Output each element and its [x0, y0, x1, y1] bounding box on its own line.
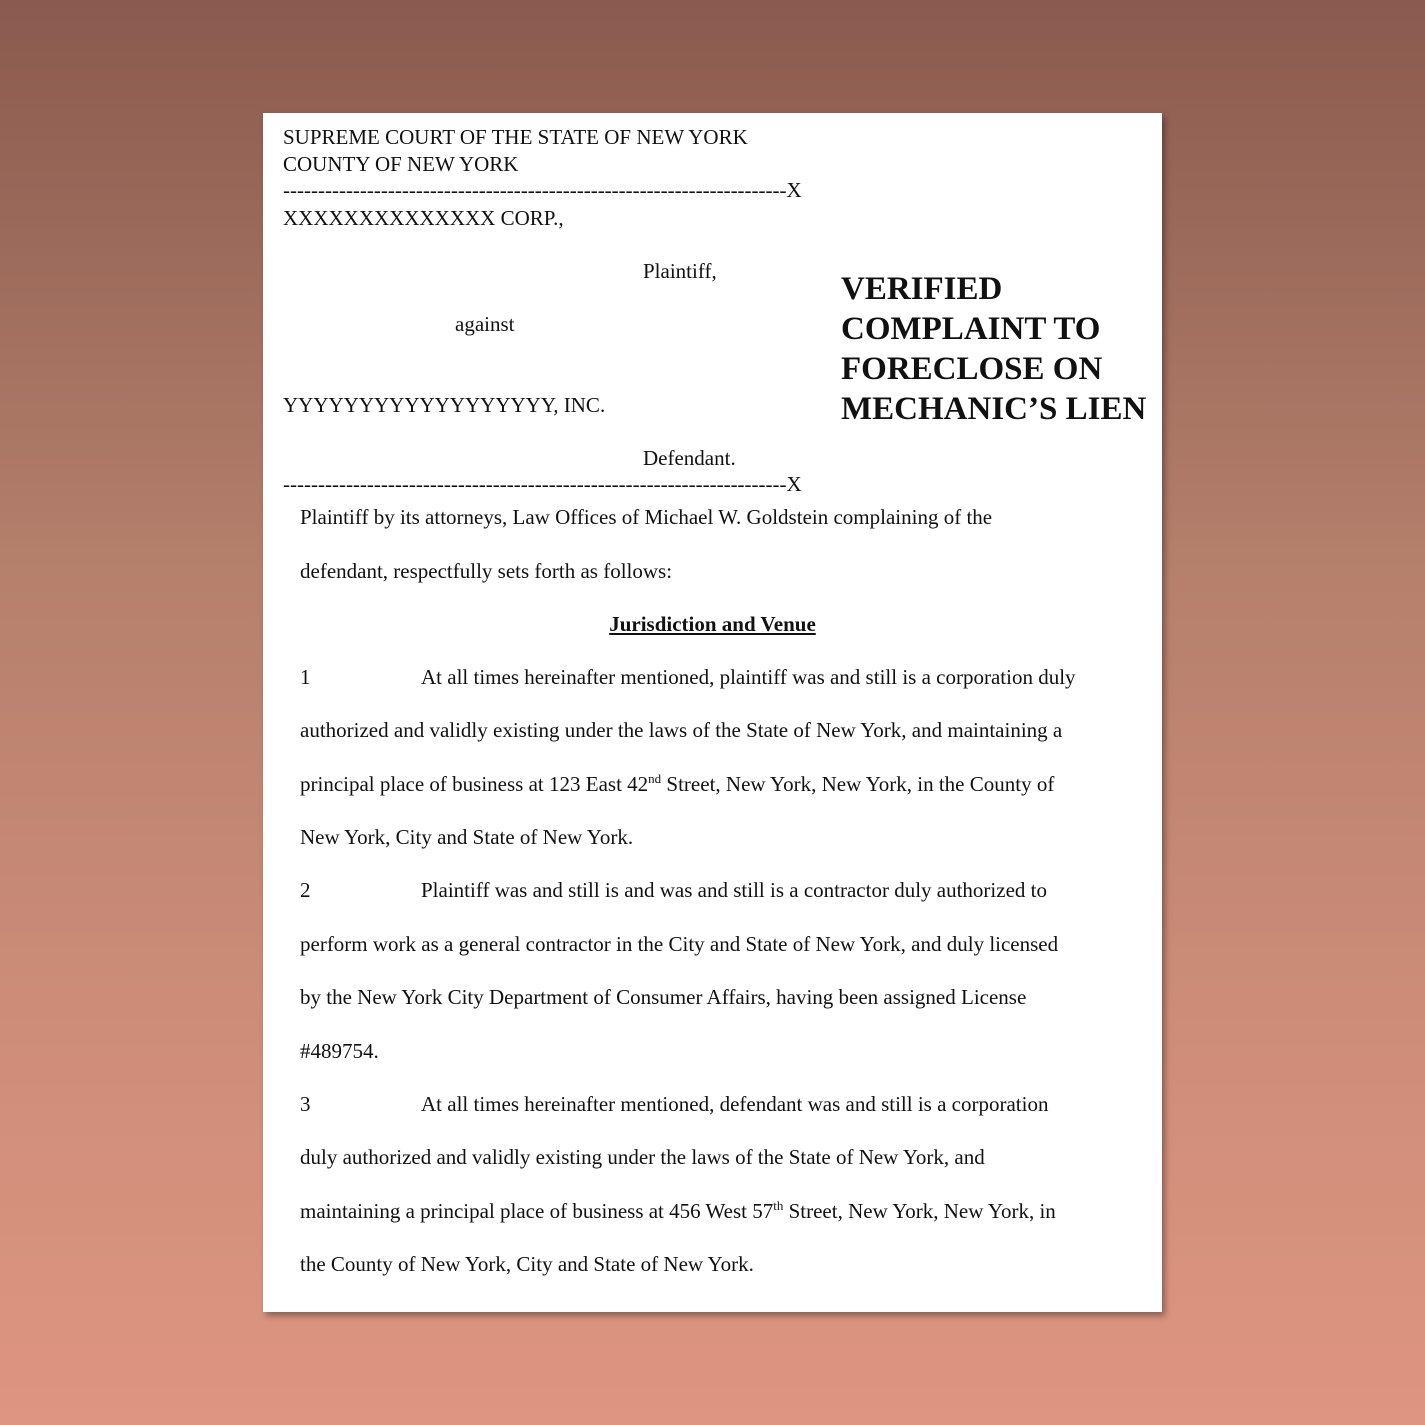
paragraph-3-line-3: maintaining a principal place of business at 456 West 57th Street, New York, New York, in: [300, 1198, 1056, 1223]
paragraph-1-line-4: New York, City and State of New York.: [300, 825, 634, 849]
paragraph-1-line-3: principal place of business at 123 East 42nd Street, New York, New York, in the County of: [300, 771, 1055, 796]
paragraph-number: 3: [300, 1092, 311, 1116]
paragraph-number: 2: [300, 878, 311, 902]
paragraph-2-line-2: perform work as a general contractor in the City and State of New York, and duly licensed: [300, 932, 1059, 956]
plaintiff-name: XXXXXXXXXXXXXX CORP.,: [283, 206, 564, 230]
document-title: VERIFIED COMPLAINT TO FORECLOSE ON MECHANIC’S LIEN: [841, 271, 1147, 427]
paragraph-3-line-4: the County of New York, City and State of New York.: [300, 1252, 754, 1276]
document-page: [263, 113, 1162, 1312]
intro-line-2: defendant, respectfully sets forth as follows:: [300, 559, 673, 583]
paragraph-2-line-1: Plaintiff was and still is and was and still is a contractor duly authorized to: [421, 878, 1047, 902]
paragraph-3-line-1: At all times hereinafter mentioned, defendant was and still is a corporation: [421, 1092, 1049, 1116]
intro-line-1: Plaintiff by its attorneys, Law Offices of Michael W. Goldstein complaining of the: [300, 505, 993, 529]
paragraph-3-line-2: duly authorized and validly existing under the laws of the State of New York, and: [300, 1145, 985, 1169]
caption-rule-top: ------------------------------------------------------------------------X: [283, 178, 802, 202]
county-name: COUNTY OF NEW YORK: [283, 152, 519, 176]
defendant-name: YYYYYYYYYYYYYYYYYY, INC.: [283, 393, 606, 417]
section-heading: Jurisdiction and Venue: [609, 612, 816, 636]
defendant-label: Defendant.: [643, 446, 736, 470]
plaintiff-label: Plaintiff,: [643, 259, 717, 283]
paragraph-1-line-2: authorized and validly existing under the laws of the State of New York, and maintaining a: [300, 718, 1063, 742]
paragraph-2-line-3: by the New York City Department of Consumer Affairs, having been assigned License: [300, 985, 1027, 1009]
paragraph-1-line-1: At all times hereinafter mentioned, plaintiff was and still is a corporation duly: [421, 665, 1076, 689]
against-label: against: [455, 312, 515, 336]
paragraph-number: 1: [300, 665, 311, 689]
paragraph-2-line-4: #489754.: [300, 1039, 379, 1063]
caption-rule-bottom: ------------------------------------------------------------------------X: [283, 472, 802, 496]
court-name: SUPREME COURT OF THE STATE OF NEW YORK: [283, 125, 748, 149]
